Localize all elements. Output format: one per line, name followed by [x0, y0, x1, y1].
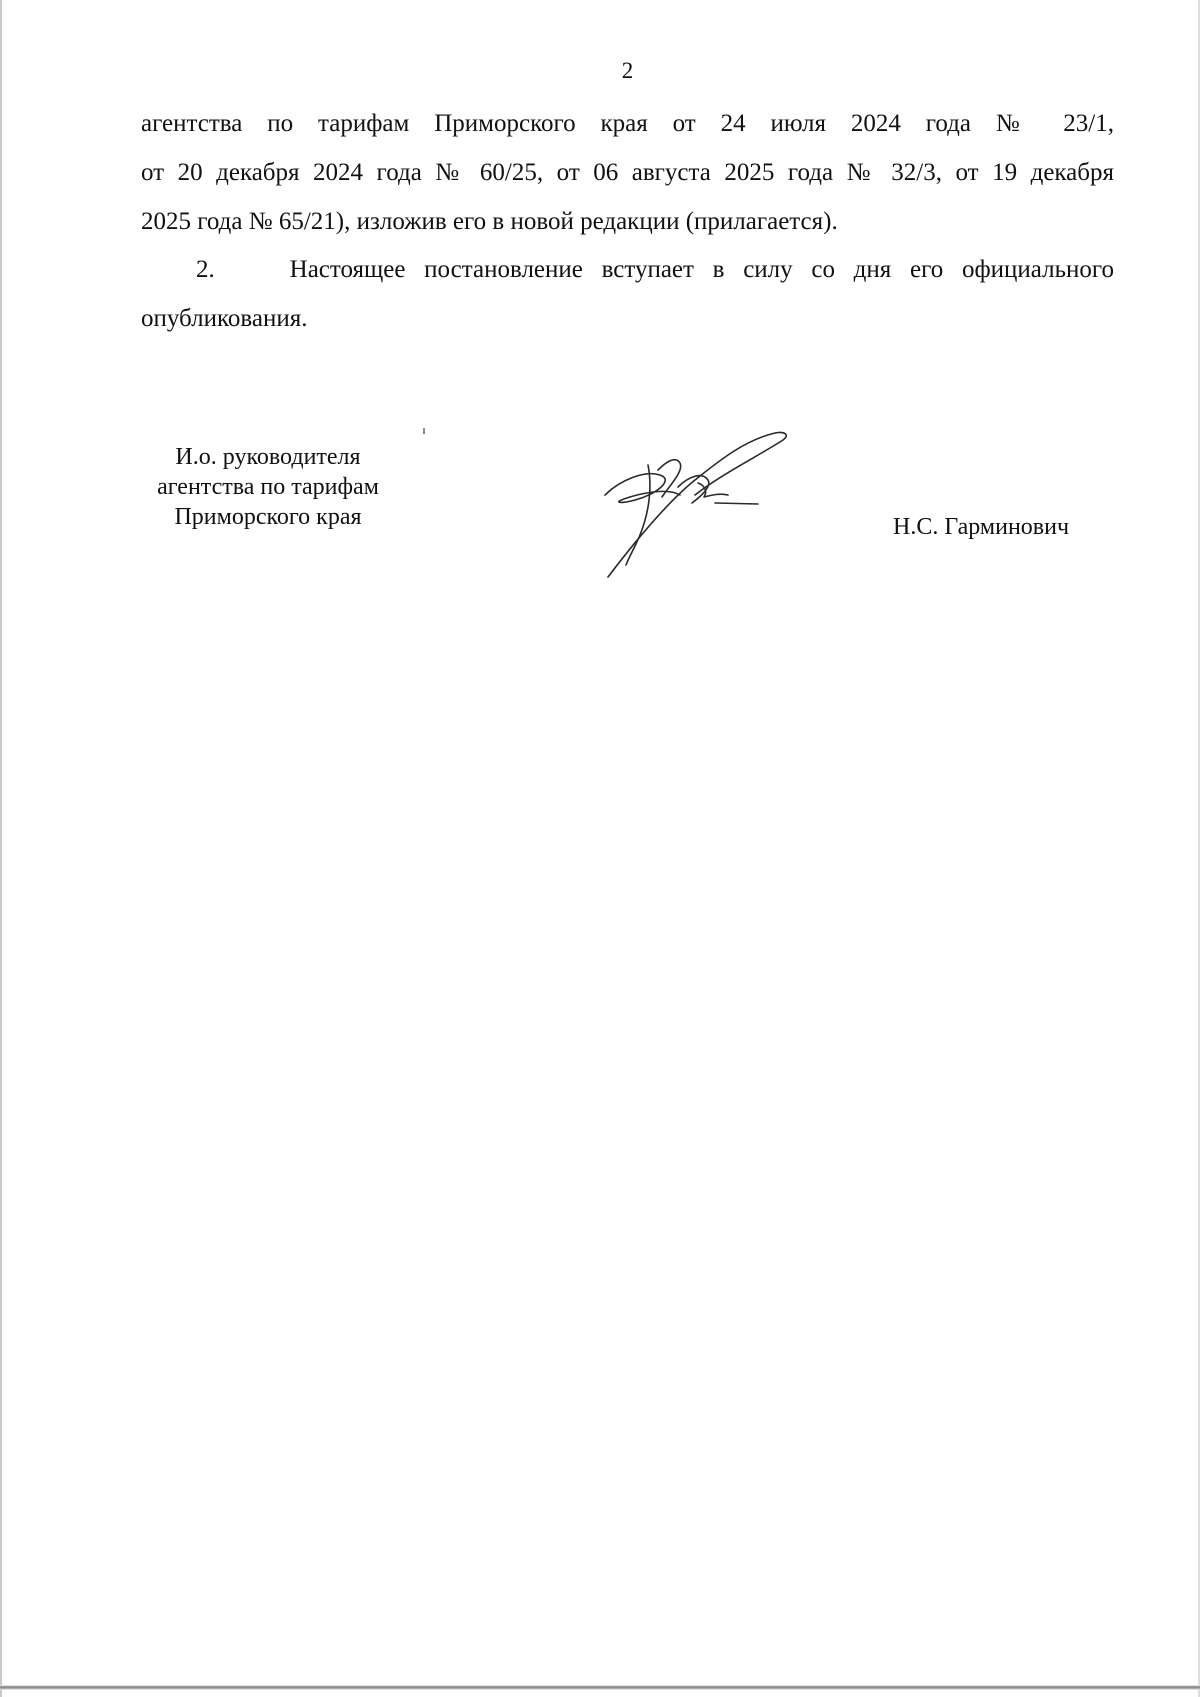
signer-position-line: И.о. руководителя — [175, 444, 361, 470]
scan-speck — [423, 428, 425, 434]
signer-name: Н.С. Гарминович — [893, 514, 1070, 540]
paragraph-line: 2. Настоящее постановление вступает в силу со дня его официального — [196, 256, 1114, 283]
paragraph-line: опубликования. — [141, 305, 308, 332]
paragraph-item-2 — [141, 245, 1114, 343]
scan-left-edge — [0, 0, 2, 1697]
paragraph-line: от 20 декабря 2024 года № 60/25, от 06 августа 2025 года № 32/3, от 19 декабря — [141, 159, 1114, 186]
paragraph-continuation — [141, 99, 1114, 246]
signer-position-line: Приморского края — [174, 504, 362, 530]
paragraph-line: 2025 года № 65/21), изложив его в новой редакции (прилагается). — [141, 208, 838, 235]
handwritten-signature — [600, 425, 820, 585]
page-number: 2 — [621, 58, 634, 83]
signer-position — [118, 442, 418, 532]
signer-position-line: агентства по тарифам — [157, 474, 379, 500]
paragraph-line: агентства по тарифам Приморского края от 24 июля 2024 года № 23/1, — [141, 110, 1114, 137]
scan-bottom-edge — [0, 1685, 1200, 1690]
